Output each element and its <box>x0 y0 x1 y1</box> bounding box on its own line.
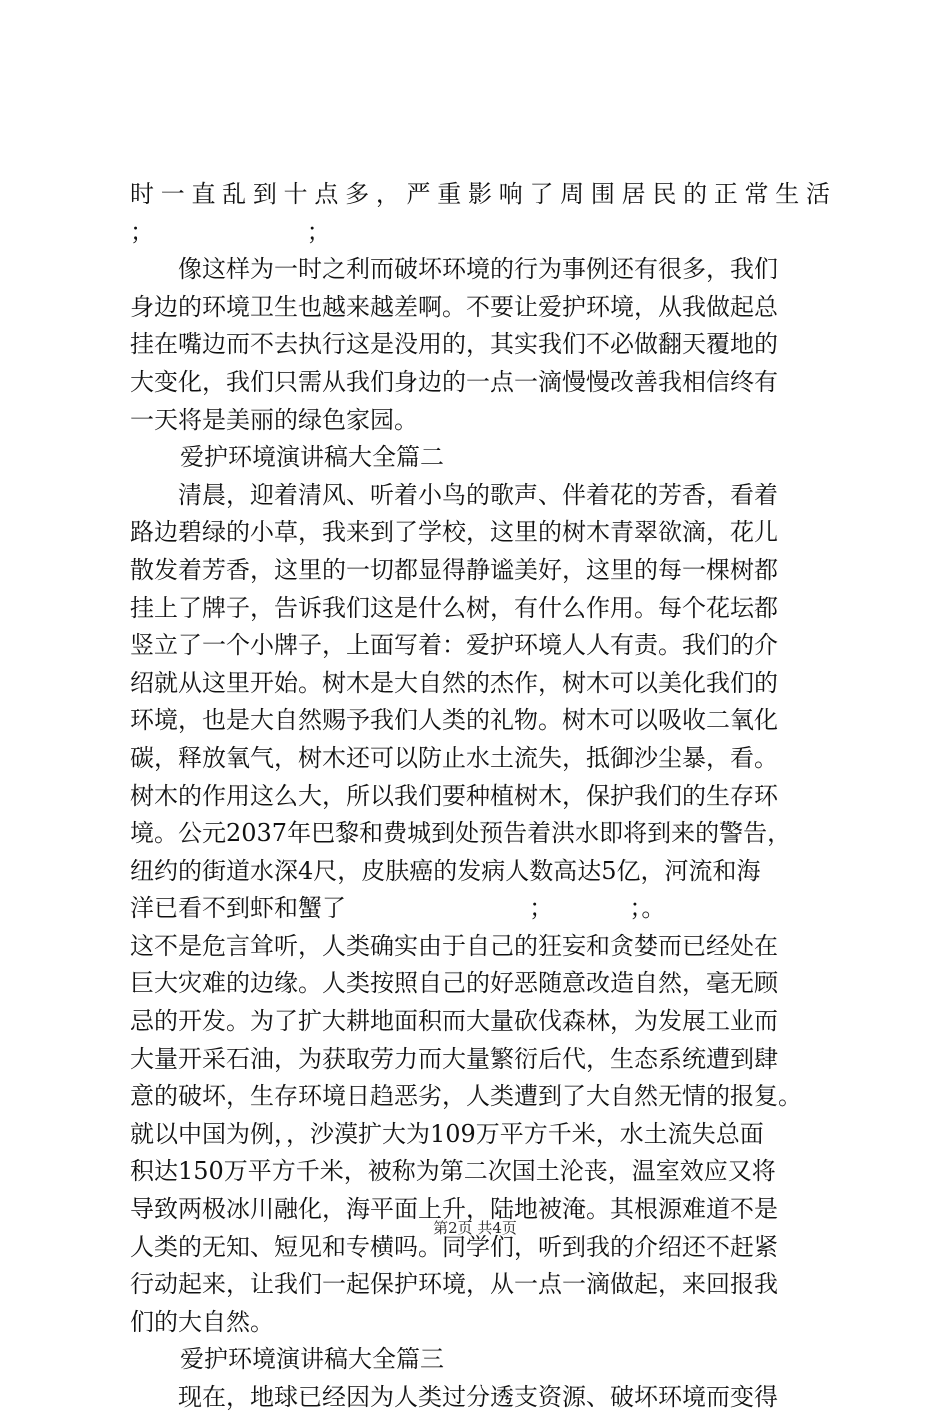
text-line: 现在，地球已经因为人类过分透支资源、破坏环境而变得 <box>178 1383 778 1411</box>
text-line: 散发着芳香，这里的一切都显得静谧美好，这里的每一棵树都 <box>130 555 778 584</box>
text-line: 导致两极冰川融化，海平面上升，陆地被淹。其根源难道不是 <box>130 1195 778 1224</box>
section-heading: 爱护环境演讲稿大全篇二 <box>180 443 444 472</box>
text-line: 像这样为一时之利而破坏环境的行为事例还有很多，我们 <box>178 255 778 284</box>
text-line: 就以中国为例，，沙漠扩大为109万平方千米，水土流失总面 <box>130 1119 764 1148</box>
text-line: 时一直乱到十点多，严重影响了周围居民的正常生活 <box>130 180 830 208</box>
text-line: 树木的作用这么大，所以我们要种植树木，保护我们的生存环 <box>130 781 778 810</box>
text-line: 环境，也是大自然赐予我们人类的礼物。树木可以吸收二氧化 <box>130 706 778 735</box>
text-line: 清晨，迎着清风、听着小鸟的歌声、伴着花的芳香，看着 <box>178 480 778 509</box>
text-line: 人类的无知、短见和专横吗。同学们，听到我的介绍还不赶紧 <box>130 1232 778 1261</box>
text-line: 积达150万平方千米，被称为第二次国土沦丧，温室效应又将 <box>130 1157 776 1186</box>
text-line: 行动起来，让我们一起保护环境，从一点一滴做起，来回报我 <box>130 1270 778 1299</box>
text-line: 巨大灾难的边缘。人类按照自己的好恶随意改造自然，毫无顾 <box>130 969 778 998</box>
text-line: 大量开采石油，为获取劳力而大量繁衍后代，生态系统遭到肆 <box>130 1044 778 1073</box>
text-line: 挂上了牌子，告诉我们这是什么树，有什么作用。每个花坛都 <box>130 593 778 622</box>
text-line: 碳，释放氧气，树木还可以防止水土流失，抵御沙尘暴，看。 <box>130 743 778 772</box>
text-line: 一天将是美丽的绿色家园。 <box>130 405 418 434</box>
text-line: 路边碧绿的小草，我来到了学校，这里的树木青翠欲滴，花儿 <box>130 518 778 547</box>
text-line: 意的破坏，生存环境日趋恶劣，人类遭到了大自然无情的报复。 <box>130 1082 802 1111</box>
text-line: 身边的环境卫生也越来越差啊。不要让爱护环境，从我做起总 <box>130 292 778 321</box>
page-footer: 第2页 共4页 <box>433 1219 517 1237</box>
text-line: 大变化，我们只需从我们身边的一点一滴慢慢改善我相信终有 <box>130 367 778 396</box>
text-line: 这不是危言耸听，人类确实由于自己的狂妄和贪婪而已经处在 <box>130 931 778 960</box>
text-line: 们的大自然。 <box>130 1307 274 1336</box>
text-line: 竖立了一个小牌子，上面写着：爱护环境人人有责。我们的介 <box>130 631 778 660</box>
text-line: 境。公元2037年巴黎和费城到处预告着洪水即将到来的警告， <box>130 819 792 848</box>
text-line: 绍就从这里开始。树木是大自然的杰作，树木可以美化我们的 <box>130 668 778 697</box>
text-line: ； ； <box>130 217 331 246</box>
text-line: 纽约的街道水深4尺，皮肤癌的发病人数高达5亿，河流和海 <box>130 856 761 885</box>
text-line: 忌的开发。为了扩大耕地面积而大量砍伐森林，为发展工业而 <box>130 1007 778 1036</box>
section-heading: 爱护环境演讲稿大全篇三 <box>180 1345 444 1374</box>
text-line: 洋已看不到虾和蟹了 ； ；。 <box>130 894 666 923</box>
text-line: 挂在嘴边而不去执行这是没用的，其实我们不必做翻天覆地的 <box>130 330 778 359</box>
